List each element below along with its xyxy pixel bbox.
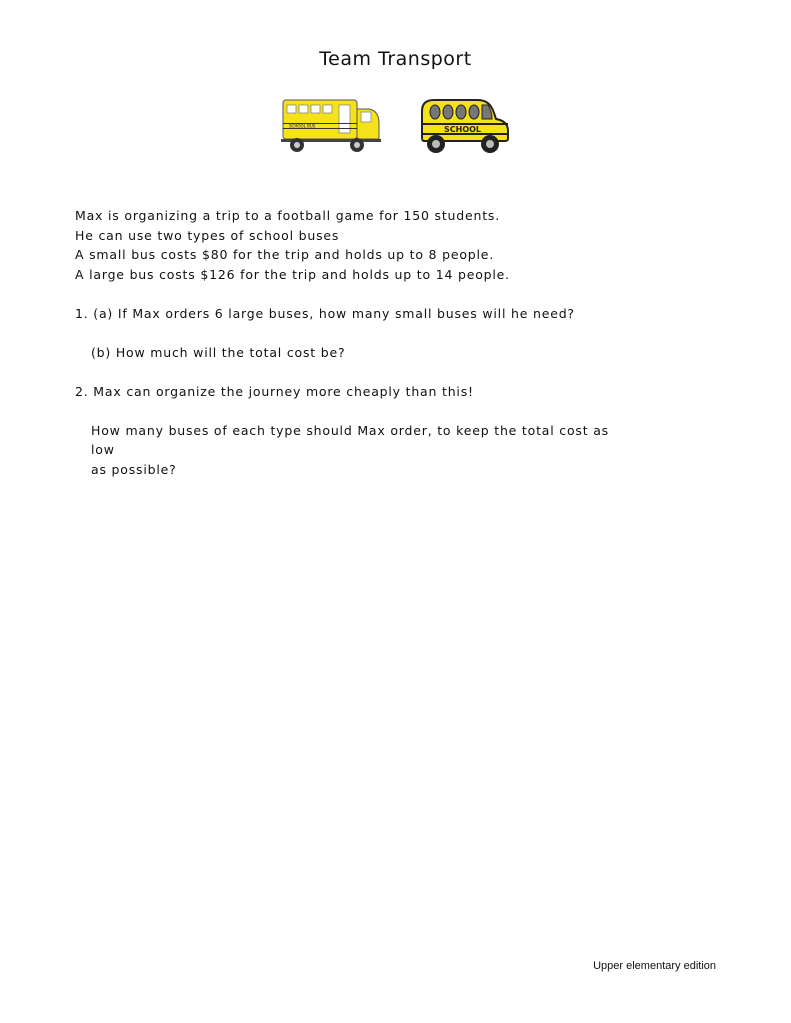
intro-line: A small bus costs $80 for the trip and holds up to 8 people. <box>75 247 495 262</box>
question-2-detail: How many buses of each type should Max order, to keep the total cost as low <box>91 422 609 457</box>
intro-line: Max is organizing a trip to a football game for 150 students. <box>75 208 501 223</box>
question-1a: 1. (a) If Max orders 6 large buses, how many small buses will he need? <box>75 305 575 321</box>
large-bus-label: SCHOOL <box>444 125 482 134</box>
intro-line: A large bus costs $126 for the trip and holds up to 14 people. <box>75 266 510 282</box>
page-title: Team Transport <box>319 48 472 70</box>
edition-footer: Upper elementary edition <box>593 960 716 972</box>
question-1b: (b) How much will the total cost be? <box>91 344 346 360</box>
small-bus-label: SCHOOL BUS <box>289 123 316 129</box>
question-2-detail: as possible? <box>91 461 177 477</box>
intro-line: He can use two types of school buses <box>75 227 340 243</box>
small-school-bus-image <box>281 97 383 155</box>
question-2: 2. Max can organize the journey more cheaply than this! <box>75 383 474 399</box>
worksheet-body <box>75 206 635 479</box>
cartoon-school-bus-image <box>416 95 512 155</box>
